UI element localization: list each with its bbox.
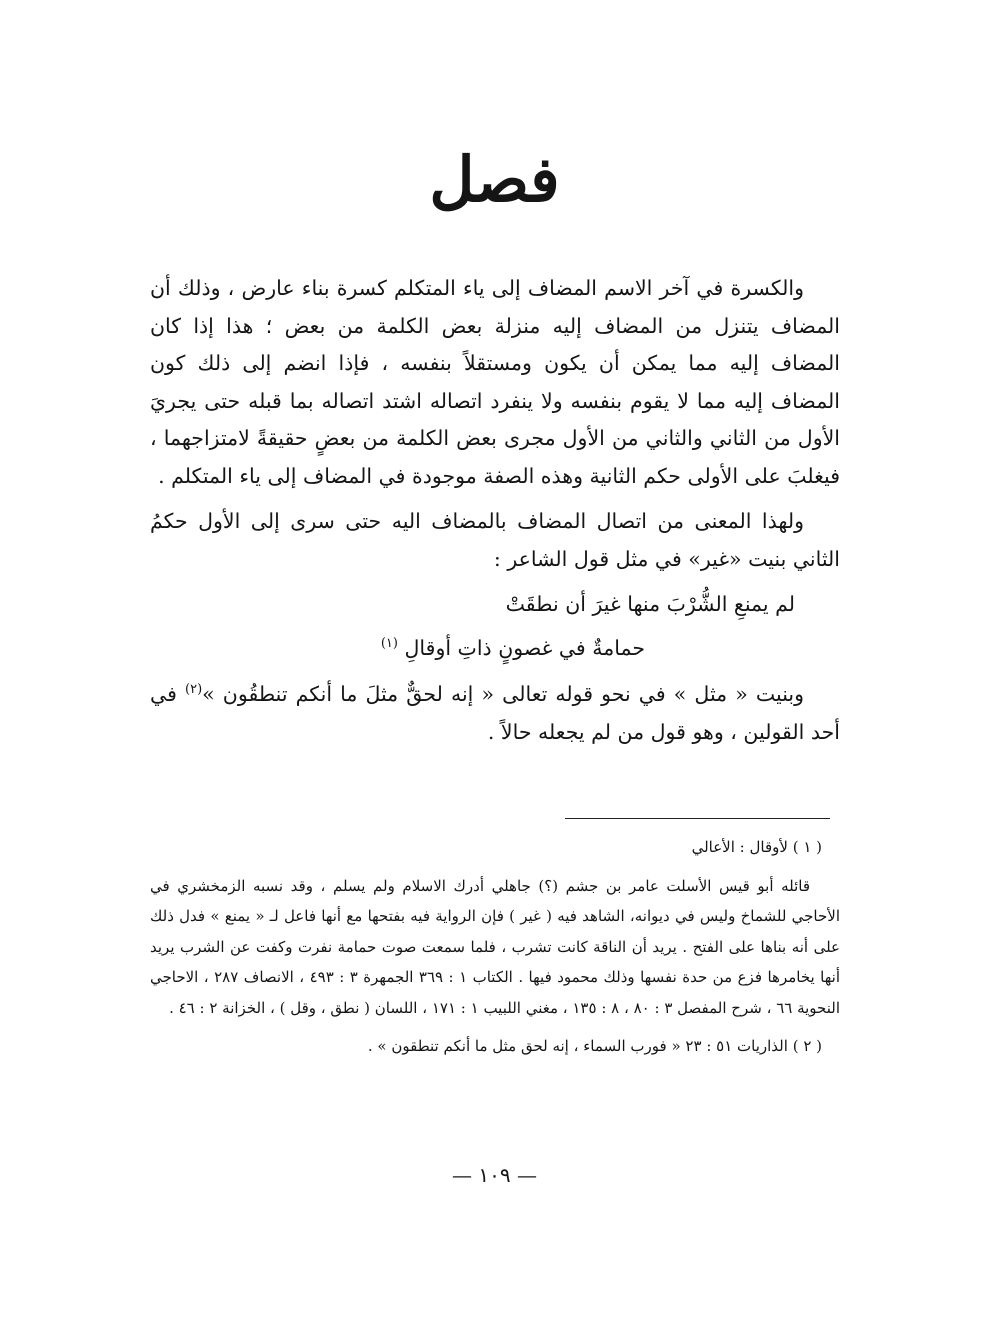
paragraph-3-end: في أحد القولين ، وهو قول من لم يجعله حالاً . [150,682,840,744]
paragraph-3-text: وبنيت « مثل » في نحو قوله تعالى « إنه لحقٌّ مثلَ ما أنكم تنطقُون » [202,682,804,706]
verse-line-2 [150,626,840,670]
page-number: — ١٠٩ — [452,1163,537,1187]
paragraph-1: والكسرة في آخر الاسم المضاف إلى ياء المتكلم كسرة بناء عارض ، وذلك أن المضاف يتنزل من المضاف إليه منزلة بعض الكلمة من بعض ؛ هذا إذا كان المضاف إليه مما يمكن أن يكون ومستقلاً بنفسه ، فإذا انضم إلى ذلك كون المضاف إليه مما لا يقوم بنفسه ولا ينفرد اتصاله اشتد اتصاله بما قبله حتى يجريَ الأول من الثاني والثاني من الأول مجرى بعض الكلمة من بعضٍ حقيقةً لامتزاجهما ، فيغلبَ على الأولى حكم الثانية وهذه الصفة موجودة في المضاف إلى ياء المتكلم . [150,276,840,488]
poem-verse [150,582,840,670]
verse-line-2-text: حمامةٌ في غصونٍ ذاتِ أوقالِ [404,636,645,660]
footnote-1-title: ( ١ ) لأوقال : الأعالي [691,838,822,856]
paragraph-3 [150,676,840,751]
footnote-ref-1: (١) [380,636,398,652]
footnote-2: ( ٢ ) الذاريات ٥١ : ٢٣ « فورب السماء ، إنه لحق مثل ما أنكم تنطقون » . [367,1037,822,1055]
verse-line-1: لم يمنعِ الشُّرْبَ منها غيرَ أن نطقَتْ [505,592,795,616]
main-text [150,270,840,751]
paragraph-2: ولهذا المعنى من اتصال المضاف بالمضاف اليه حتى سرى إلى الأول حكمُ الثاني بنيت «غير» في مثل قول الشاعر : [150,509,840,571]
footnote-1-body: قائله أبو قيس الأسلت عامر بن جشم (؟) جاهلي أدرك الاسلام ولم يسلم ، وقد نسبه الزمخشري في الأحاجي للشماخ وليس في ديوانه، الشاهد فيه ( غير ) فإن الرواية فيه بفتحها مع أنها فاعل لـ « يمنع » فدل ذلك على أنه بناها على الفتح . يريد أن الناقة كانت تشرب ، فلما سمعت صوت حمامة نفرت وكفت عن الشرب يريد أنها يخامرها فزع من حدة نفسها وذلك محمود فيها . الكتاب ١ : ٣٦٩ الجمهرة ٣ : ٤٩٣ ، الانصاف ٢٨٧ ، الاحاجي النحوية ٦٦ ، شرح المفصل ٣ : ٨٠ ، ٨ : ١٣٥ ، مغني اللبيب ١ : ١٧١ ، اللسان ( نطق ، وقل ) ، الخزانة ٢ : ٤٦ . [150,876,840,1017]
footnote-divider [565,818,830,819]
footnotes [150,832,840,1062]
page-title: فصل [429,143,560,216]
footnote-ref-2: (٢) [185,682,203,698]
